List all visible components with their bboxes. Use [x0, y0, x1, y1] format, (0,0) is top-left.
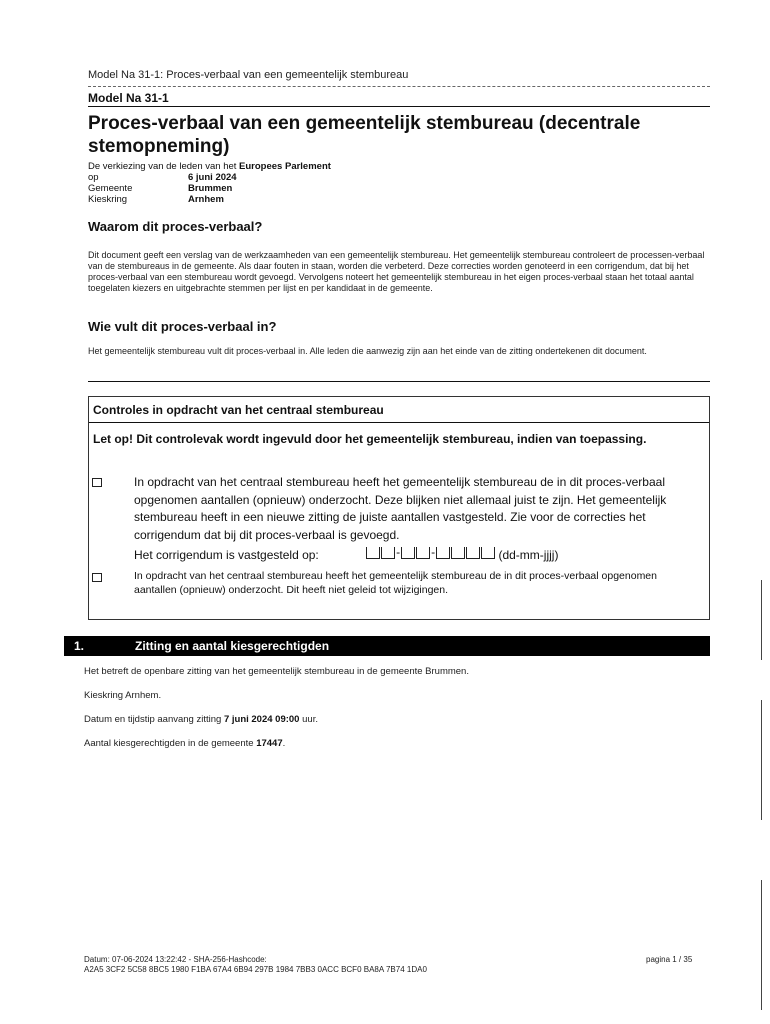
controls-warning: Let op! Dit controlevak wordt ingevuld door het gemeentelijk stembureau, indien van toepassing. — [93, 432, 647, 446]
section-1-number: 1. — [74, 639, 85, 653]
scan-edge-mark — [761, 700, 762, 820]
option2-text: In opdracht van het centraal stembureau heeft het gemeentelijk stembureau de in dit proces-verbaal opgenomen aantallen (opnieuw) onderzocht. Dit heeft niet geleid tot wijzigingen. — [134, 570, 657, 596]
controls-title-rule — [89, 422, 709, 423]
who-text: Het gemeentelijk stembureau vult dit proces-verbaal in. Alle leden die aanwezig zijn aan het einde van de zitting ondertekenen dit document. — [88, 346, 647, 356]
eligible-voters-value: 17447 — [256, 738, 283, 749]
election-district-row: Kieskring Arnhem — [88, 194, 224, 205]
corrigendum-row — [134, 544, 702, 564]
date-format-hint: (dd-mm-jjjj) — [498, 547, 559, 562]
section-1-line-session: Het betreft de openbare zitting van het gemeentelijk stembureau in de gemeente Brummen. — [84, 666, 469, 677]
footer-hash — [84, 955, 427, 975]
option1-checkbox[interactable] — [92, 478, 102, 487]
option2-checkbox[interactable] — [92, 573, 102, 582]
section-1-line-district: Kieskring Arnhem. — [84, 690, 162, 701]
page-number: pagina 1 / 35 — [646, 955, 693, 964]
section-1-line-start: Datum en tijdstip aanvang zitting 7 juni 2024 09:00 uur. — [84, 714, 318, 725]
election-municipality-row: Gemeente Brummen — [88, 183, 233, 194]
why-text: Dit document geeft een verslag van de werkzaamheden van een gemeentelijk stembureau. Het gemeentelijk stembureau controleert de processen-verbaal van de stembureaus in de gemeente. Als daar fouten in staan, worden die verbeterd. Deze correcties worden genoteerd in een corrigendum, dat bij het proces-verbaal van een stembureau wordt gevoegd. Vervolgens noteert het gemeentelijk stembureau in het eigen proces-verbaal staan het totaal aantal toegelaten kiezers en uitgebrachte stemmen per lijst en per kandidaat in de gemeente. — [88, 250, 705, 293]
why-heading: Waarom dit proces-verbaal? — [88, 219, 263, 234]
footer-date-line: Datum: 07-06-2024 13:22:42 - SHA-256-Hashcode: — [84, 955, 267, 964]
section-1-line-voters: Aantal kiesgerechtigden in de gemeente 17447. — [84, 738, 286, 749]
title-rule — [88, 106, 710, 107]
running-header: Model Na 31-1: Proces-verbaal van een gemeentelijk stembureau — [88, 69, 409, 81]
election-body: Europees Parlement — [239, 161, 331, 172]
corrigendum-label: Het corrigendum is vastgesteld op: — [134, 547, 319, 562]
model-number: Model Na 31-1 — [88, 91, 169, 105]
footer-hash-line: A2A5 3CF2 5C58 8BC5 1980 F1BA 67A4 6B94 297B 1984 7BB3 0ACC BCF0 BA8A 7B74 1DA0 — [84, 965, 427, 974]
controls-title: Controles in opdracht van het centraal stembureau — [93, 403, 384, 417]
scan-edge-mark — [761, 880, 762, 1010]
option1-block — [134, 474, 702, 564]
corrigendum-date-field[interactable]: - - — [366, 544, 495, 562]
header-divider — [88, 86, 710, 87]
who-heading: Wie vult dit proces-verbaal in? — [88, 319, 277, 334]
election-info — [88, 161, 331, 205]
section-1-header — [64, 636, 710, 656]
scan-edge-mark — [761, 580, 762, 660]
option1-text: In opdracht van het centraal stembureau heeft het gemeentelijk stembureau de in dit proces-verbaal opgenomen aantallen (opnieuw) onderzocht. Deze blijken niet allemaal juist te zijn. Het gemeentelijk stembureau heeft in een nieuwe zitting de juiste aantallen vastgesteld. Zie voor de correcties het corrigendum dat bij dit proces-verbaal is gevoegd. — [134, 475, 667, 542]
section-1-title: Zitting en aantal kiesgerechtigden — [135, 639, 330, 653]
election-date-row: op 6 juni 2024 — [88, 172, 237, 183]
document-title: Proces-verbaal van een gemeentelijk stembureau (decentrale stemopneming) — [88, 113, 641, 157]
election-intro: De verkiezing van de leden van het Europees Parlement — [88, 161, 331, 172]
who-rule — [88, 381, 710, 382]
session-start-value: 7 juni 2024 09:00 — [223, 714, 300, 725]
